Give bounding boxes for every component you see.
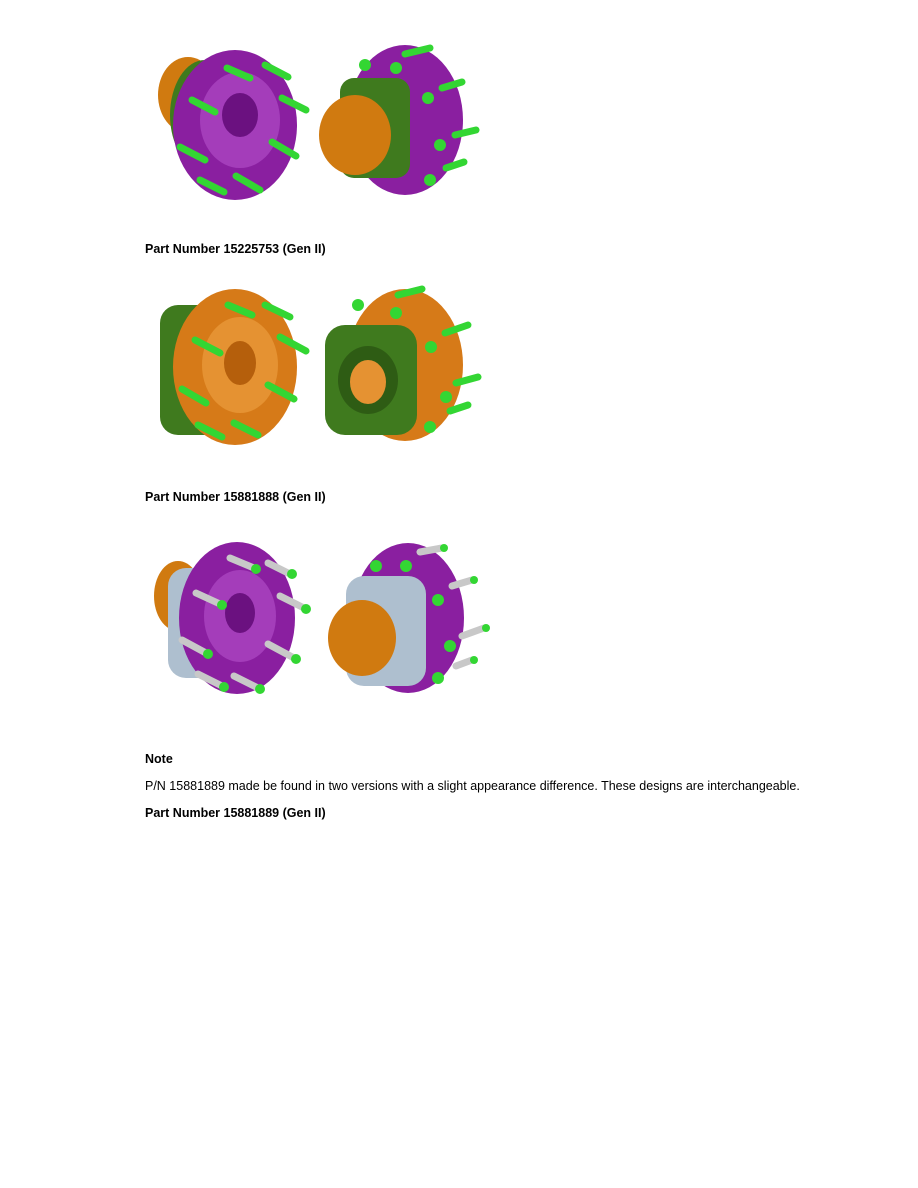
hub-bearing-illustration-2 (150, 285, 500, 455)
note-heading: Note (145, 752, 173, 766)
hub-bearing-illustration-1 (150, 40, 500, 210)
figure-1-caption: Part Number 15225753 (Gen II) (145, 242, 326, 256)
note-text: P/N 15881889 made be found in two versions with a slight appearance difference. These designs are interchangeable. (145, 779, 800, 793)
figure-2-caption: Part Number 15881888 (Gen II) (145, 490, 326, 504)
figure-3-caption: Part Number 15881889 (Gen II) (145, 806, 326, 820)
hub-bearing-illustration-3 (150, 538, 500, 708)
